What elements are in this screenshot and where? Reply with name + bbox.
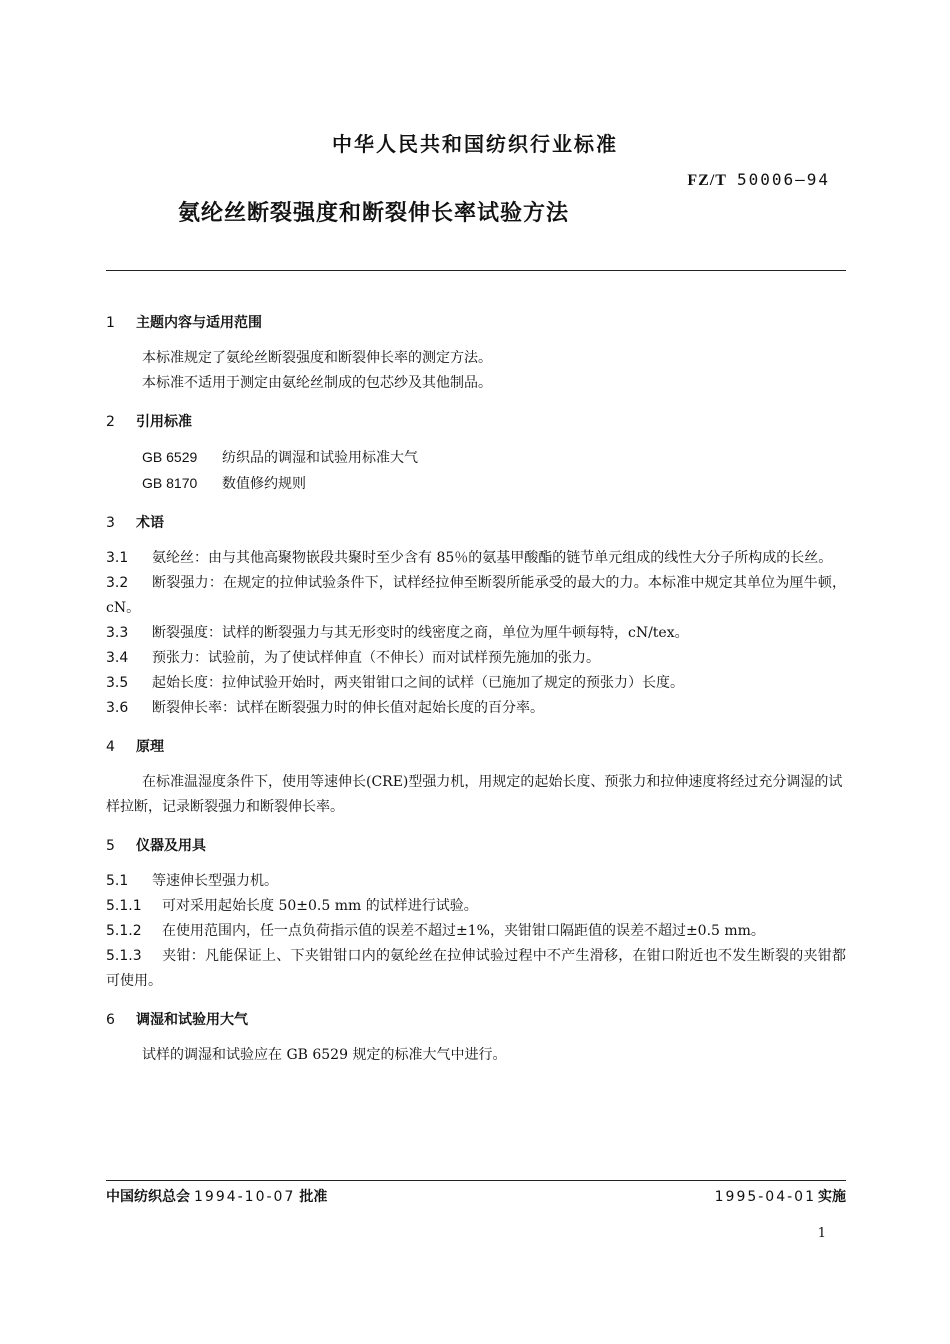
section-1-heading: [106, 311, 846, 336]
clause-item: [106, 894, 846, 919]
item-number: 3.3: [106, 625, 129, 641]
term-item: [106, 621, 846, 646]
term-item: [106, 646, 846, 671]
approval-date: 1994-10-07: [194, 1189, 296, 1205]
paragraph: 本标准不适用于测定由氨纶丝制成的包芯纱及其他制品。: [142, 375, 492, 391]
item-number: 3.6: [106, 700, 129, 716]
section-title: 主题内容与适用范围: [136, 315, 262, 331]
item-text: 断裂伸长率：试样在断裂强力时的伸长值对起始长度的百分率。: [152, 700, 544, 716]
standard-code-number: 50006—94: [736, 170, 830, 189]
section-number: 6: [106, 1012, 115, 1028]
section-number: 4: [106, 739, 115, 755]
reference-item: [142, 445, 846, 471]
paragraph: 试样的调湿和试验应在 GB 6529 规定的标准大气中进行。: [142, 1047, 507, 1063]
item-text: 断裂强度：试样的断裂强力与其无形变时的线密度之商，单位为厘牛顿每特，cN/tex。: [152, 625, 689, 641]
reference-code: GB 8170: [142, 475, 198, 491]
paragraph: 本标准规定了氨纶丝断裂强度和断裂伸长率的测定方法。: [142, 350, 492, 366]
document-body: [106, 305, 846, 1068]
section-title: 调湿和试验用大气: [136, 1012, 248, 1028]
item-number: 5.1.2: [106, 923, 142, 939]
item-number: 3.1: [106, 550, 129, 566]
term-item: [106, 571, 846, 621]
section-number: 1: [106, 315, 115, 331]
section-4-heading: [106, 735, 846, 760]
section-title: 原理: [136, 739, 164, 755]
section-5-heading: [106, 834, 846, 859]
item-number: 5.1: [106, 873, 129, 889]
item-number: 3.4: [106, 650, 129, 666]
clause-item: [106, 919, 846, 944]
item-text: 夹钳：凡能保证上、下夹钳钳口内的氨纶丝在拉伸试验过程中不产生滑移，在钳口附近也不发生断裂的夹钳都可使用。: [106, 948, 846, 989]
approval-label: 批准: [299, 1189, 328, 1205]
section-number: 2: [106, 414, 115, 430]
standard-code: [687, 170, 830, 190]
item-text: 等速伸长型强力机。: [152, 873, 278, 889]
reference-code: GB 6529: [142, 449, 198, 465]
standard-organization-title: 中华人民共和国纺织行业标准: [332, 132, 618, 156]
effective-line: [715, 1186, 846, 1206]
effective-date: 1995-04-01: [714, 1189, 816, 1205]
term-item: [106, 546, 846, 571]
section-title: 术语: [136, 515, 164, 531]
section-number: 5: [106, 838, 115, 854]
item-number: 5.1.1: [106, 898, 142, 914]
reference-item: [142, 471, 846, 497]
item-text: 预张力：试验前，为了使试样伸直（不伸长）而对试样预先施加的张力。: [152, 650, 600, 666]
term-item: [106, 696, 846, 721]
paragraph: 在标准温湿度条件下，使用等速伸长(CRE)型强力机，用规定的起始长度、预张力和拉伸速度将经过充分调湿的试样拉断，记录断裂强力和断裂伸长率。: [106, 774, 843, 815]
section-number: 3: [106, 515, 115, 531]
clause-item: [106, 944, 846, 994]
item-number: 3.2: [106, 575, 129, 591]
header-divider: [106, 270, 846, 271]
approval-line: [106, 1186, 327, 1206]
issuer: 中国纺织总会: [106, 1189, 190, 1205]
item-text: 起始长度：拉伸试验开始时，两夹钳钳口之间的试样（已施加了规定的预张力）长度。: [152, 675, 684, 691]
section-3-heading: [106, 511, 846, 536]
section-title: 引用标准: [136, 414, 192, 430]
reference-name: 纺织品的调湿和试验用标准大气: [222, 450, 418, 466]
item-text: 氨纶丝：由与其他高聚物嵌段共聚时至少含有 85％的氨基甲酸酯的链节单元组成的线性大分子所构成的长丝。: [152, 550, 833, 566]
reference-name: 数值修约规则: [222, 476, 306, 492]
document-title: 氨纶丝断裂强度和断裂伸长率试验方法: [178, 201, 570, 226]
item-text: 断裂强力：在规定的拉伸试验条件下，试样经拉伸至断裂所能承受的最大的力。本标准中规定其单位为厘牛顿，cN。: [106, 575, 846, 616]
item-text: 在使用范围内，任一点负荷指示值的误差不超过±1%，夹钳钳口隔距值的误差不超过±0.5 mm。: [162, 923, 765, 939]
section-title: 仪器及用具: [136, 838, 206, 854]
clause-item: [106, 869, 846, 894]
footer-divider: [106, 1180, 846, 1181]
item-text: 可对采用起始长度 50±0.5 mm 的试样进行试验。: [162, 898, 478, 914]
effective-label: 实施: [818, 1189, 846, 1205]
standard-code-prefix: FZ/T: [687, 172, 727, 189]
item-number: 5.1.3: [106, 948, 142, 964]
section-2-heading: [106, 410, 846, 435]
page-number: 1: [817, 1226, 826, 1241]
item-number: 3.5: [106, 675, 129, 691]
term-item: [106, 671, 846, 696]
section-6-heading: [106, 1008, 846, 1033]
